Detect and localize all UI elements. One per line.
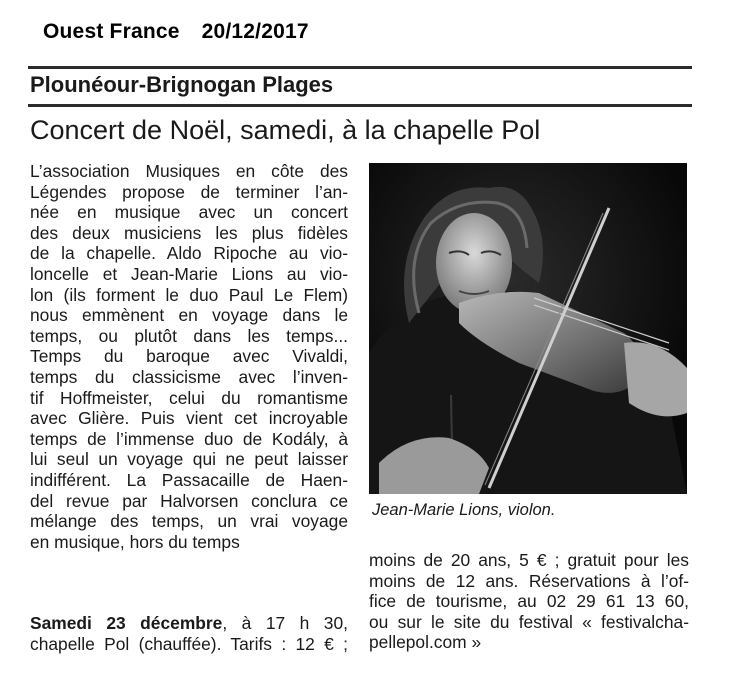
body-line: temps de l’immense duo de Kodály, à: [30, 428, 348, 449]
body-line: Temps du baroque avec Vivaldi,: [30, 346, 348, 367]
body-line: mélange des temps, un vrai voyage: [30, 511, 348, 532]
body-line: L’association Musiques en côte des: [30, 161, 348, 181]
practical-line: pellepol.com »: [369, 632, 482, 653]
publication-name: Ouest France: [43, 20, 180, 43]
event-date: Samedi 23 décembre: [30, 613, 223, 633]
practical-line: chapelle Pol (chauffée). Tarifs : 12 € ;: [30, 633, 348, 654]
body-line: del revue par Halvorsen conclura ce: [30, 490, 348, 511]
practical-line: fice de tourisme, au 02 29 61 13 60,: [369, 591, 689, 612]
body-line: temps, ou plutôt dans les temps...: [30, 325, 348, 346]
practical-info-right: [369, 550, 689, 653]
practical-line: [30, 613, 348, 634]
body-line: lui seul un voyage qui ne peut laisser: [30, 449, 348, 470]
violinist-photo: [369, 163, 687, 494]
body-line: née en musique avec un concert: [30, 202, 348, 223]
practical-line: moins de 12 ans. Réservations à l’of-: [369, 570, 689, 591]
body-line: en musique, hors du temps: [30, 531, 240, 552]
body-line: tif Hoffmeister, celui du romantisme: [30, 387, 348, 408]
body-line: de la chapelle. Aldo Ripoche au vio-: [30, 243, 348, 264]
body-line: avec Glière. Puis vient cet incroyable: [30, 408, 348, 429]
body-line: temps du classicisme avec l’inven-: [30, 366, 348, 387]
photo-caption: Jean-Marie Lions, violon.: [372, 501, 556, 519]
body-line: lon (ils forment le duo Paul Le Flem): [30, 284, 348, 305]
body-line: Légendes propose de terminer l’an-: [30, 181, 348, 202]
kicker-rule: [28, 104, 692, 107]
body-line: indifférent. La Passacaille de Haen-: [30, 469, 348, 490]
violinist-illustration: [369, 163, 687, 494]
practical-line: moins de 20 ans, 5 € ; gratuit pour les: [369, 550, 689, 570]
body-line: nous emmènent en voyage dans le: [30, 305, 348, 326]
publication-date: 20/12/2017: [201, 20, 309, 43]
body-line: loncelle et Jean-Marie Lions au vio-: [30, 263, 348, 284]
article-body: [30, 161, 348, 552]
article-headline: Concert de Noël, samedi, à la chapelle Pol: [30, 115, 541, 145]
body-line: des deux musiciens les plus fidèles: [30, 222, 348, 243]
source-line: [43, 20, 309, 44]
top-rule: [28, 66, 692, 69]
practical-info-left: [30, 613, 348, 654]
event-time: , à 17 h 30,: [222, 613, 348, 633]
practical-line: ou sur le site du festival « festivalcha-: [369, 611, 689, 632]
location-kicker: Plounéour-Brignogan Plages: [30, 72, 334, 97]
